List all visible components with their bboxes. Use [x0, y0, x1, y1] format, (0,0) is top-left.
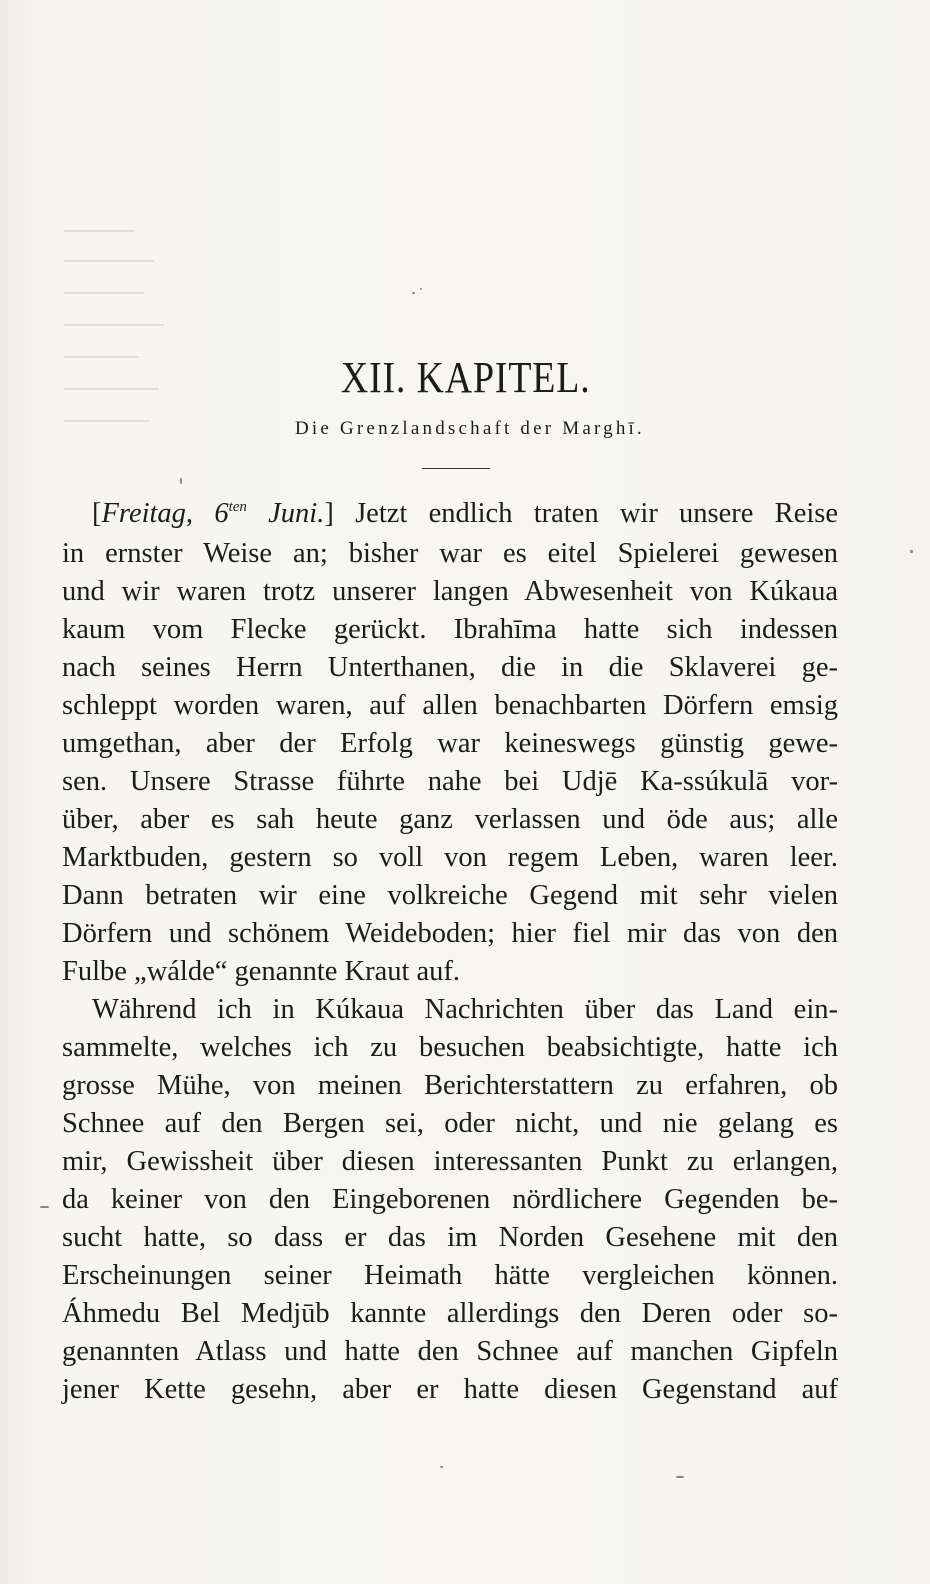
paragraph-line: in ernster Weise an; bisher war es eitel Spielerei gewesen — [62, 538, 838, 569]
paragraph-line: da keiner von den Eingeborenen nördlichere Gegenden be- — [62, 1184, 838, 1215]
paragraph-line: über, aber es sah heute ganz verlassen und öde aus; alle — [62, 804, 838, 835]
paragraph-line: grosse Mühe, von meinen Berichterstattern zu erfahren, ob — [62, 1070, 838, 1101]
paragraph-line: sucht hatte, so dass er das im Norden Gesehene mit den — [62, 1222, 838, 1253]
paragraph-line: Fulbe „wálde“ genannte Kraut auf. — [62, 956, 461, 987]
date-day: Freitag, — [101, 498, 194, 529]
paragraph-line: Marktbuden, gestern so voll von regem Leben, waren leer. — [62, 842, 838, 873]
paragraph-line: Dörfern und schönem Weideboden; hier fiel mir das von den — [62, 918, 838, 949]
paragraph-line: sammelte, welches ich zu besuchen beabsichtigte, hatte ich — [62, 1032, 838, 1063]
paragraph-line: und wir waren trotz unserer langen Abwesenheit von Kúkaua — [62, 576, 838, 607]
paragraph-line: kaum vom Flecke gerückt. Ibrahīma hatte sich indessen — [62, 614, 838, 645]
chapter-title: XII. KAPITEL. — [340, 353, 591, 402]
date-month: Juni. — [268, 498, 325, 529]
paragraph-line: [Freitag, $6^{ten}$ Juni.] Jetzt endlich traten wir unsere Reise — [92, 498, 838, 529]
paragraph-line: Schnee auf den Bergen sei, oder nicht, und nie gelang es — [62, 1108, 838, 1139]
paragraph-line: genannten Atlass und hatte den Schnee auf manchen Gipfeln — [62, 1336, 838, 1367]
paragraph-line: jener Kette gesehn, aber er hatte diesen Gegenstand auf — [62, 1374, 838, 1405]
date-number: 6 — [214, 498, 229, 529]
paragraph-line: umgethan, aber der Erfolg war keineswegs günstig gewe- — [62, 728, 838, 759]
paragraph-line: Erscheinungen seiner Heimath hätte vergleichen können. — [62, 1260, 838, 1291]
chapter-subtitle: Die Grenzlandschaft der Marghī. — [295, 418, 645, 439]
paragraph-line: Während ich in Kúkaua Nachrichten über das Land ein- — [92, 994, 838, 1025]
paragraph-line: sen. Unsere Strasse führte nahe bei Udjē Ka-ssúkulā vor- — [62, 766, 838, 797]
date-suffix: ten — [228, 499, 247, 515]
paragraph-line: nach seines Herrn Unterthanen, die in die Sklaverei ge- — [62, 652, 838, 683]
paragraph-line: Áhmedu Bel Medjūb kannte allerdings den Deren oder so- — [62, 1298, 838, 1329]
title-divider — [422, 468, 490, 469]
paragraph-line: schleppt worden waren, auf allen benachbarten Dörfern emsig — [62, 690, 838, 721]
paragraph-line: Dann betraten wir eine volkreiche Gegend mit sehr vielen — [62, 880, 838, 911]
paragraph-line: mir, Gewissheit über diesen interessanten Punkt zu erlangen, — [62, 1146, 838, 1177]
